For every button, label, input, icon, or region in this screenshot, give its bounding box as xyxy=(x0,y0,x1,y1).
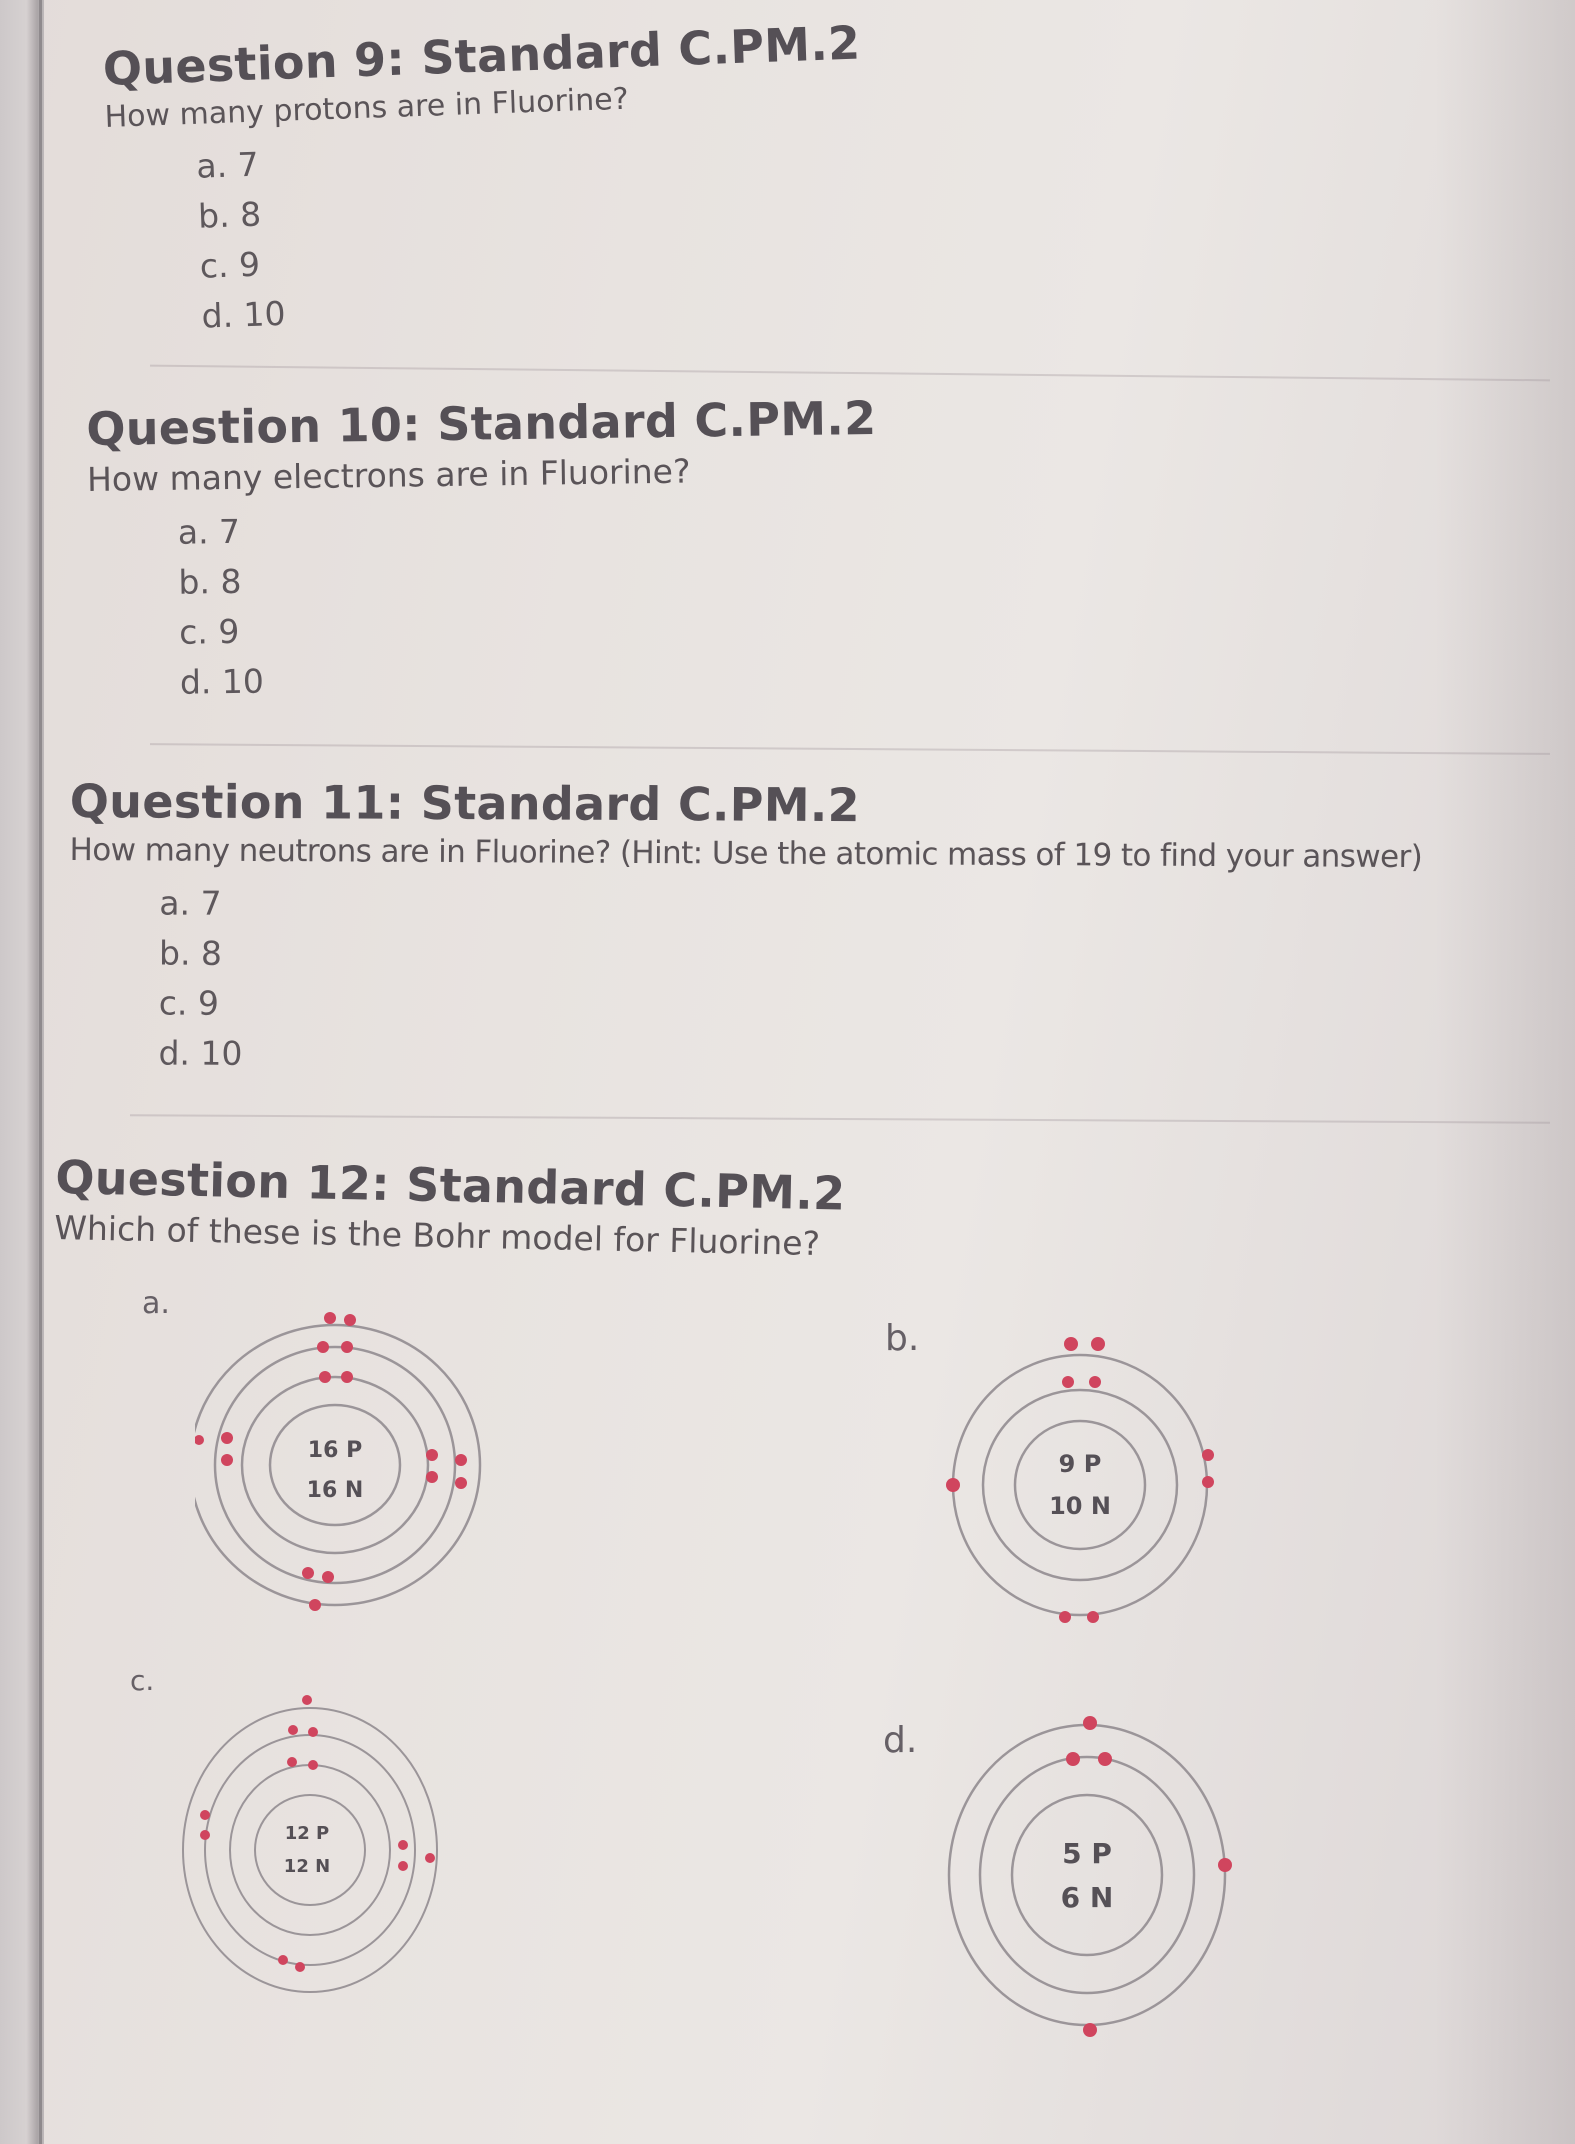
choice-a[interactable]: a. 7 xyxy=(195,144,260,186)
question-title: Question 11: Standard C.PM.2 xyxy=(69,774,861,833)
neutrons-label: 6 N xyxy=(1060,1881,1114,1914)
choice-c[interactable]: c. 9 xyxy=(158,983,220,1023)
option-b-label[interactable]: b. xyxy=(885,1318,920,1359)
question-10 xyxy=(86,391,880,709)
option-a-label[interactable]: a. xyxy=(142,1286,170,1321)
choice-c[interactable]: c. 9 xyxy=(199,244,261,286)
question-text: How many neutrons are in Fluorine? (Hint: Use the atomic mass of 19 to find your answer) xyxy=(69,831,1423,876)
choice-b[interactable]: b. 8 xyxy=(178,561,242,602)
option-c-label[interactable]: c. xyxy=(130,1664,155,1697)
question-9 xyxy=(102,16,870,345)
choice-a[interactable]: a. 7 xyxy=(177,511,241,552)
divider xyxy=(150,365,1550,382)
question-11 xyxy=(68,774,1422,1085)
question-text: How many electrons are in Fluorine? xyxy=(86,451,691,499)
question-12 xyxy=(54,1150,846,1264)
choice-d[interactable]: d. 10 xyxy=(200,293,287,336)
choice-c[interactable]: c. 9 xyxy=(178,611,240,652)
protons-label: 16 P xyxy=(307,1438,363,1463)
choice-a[interactable]: a. 7 xyxy=(159,883,222,923)
bohr-model-c[interactable] xyxy=(175,1690,455,2000)
electrons xyxy=(1066,1716,1232,2037)
page-edge xyxy=(0,0,44,2144)
neutrons-label: 16 N xyxy=(306,1478,364,1503)
choice-b[interactable]: b. 8 xyxy=(197,194,262,236)
neutrons-label: 10 N xyxy=(1049,1492,1111,1520)
shadow xyxy=(1435,0,1575,2144)
option-d-label[interactable]: d. xyxy=(883,1720,918,1761)
choice-d[interactable]: d. 10 xyxy=(158,1033,243,1073)
choice-d[interactable]: d. 10 xyxy=(179,661,265,702)
divider xyxy=(130,1114,1550,1123)
question-title: Question 9: Standard C.PM.2 xyxy=(102,15,862,96)
bohr-model-d[interactable] xyxy=(945,1715,1245,2045)
protons-label: 9 P xyxy=(1058,1450,1102,1478)
neutrons-label: 12 N xyxy=(283,1856,331,1877)
question-title: Question 10: Standard C.PM.2 xyxy=(86,390,877,456)
question-text: How many protons are in Fluorine? xyxy=(104,81,630,135)
protons-label: 12 P xyxy=(284,1823,330,1844)
divider xyxy=(150,743,1550,755)
bohr-model-a[interactable] xyxy=(195,1295,495,1615)
question-text: Which of these is the Bohr model for Fluorine? xyxy=(53,1207,821,1264)
question-title: Question 12: Standard C.PM.2 xyxy=(54,1150,846,1221)
bohr-model-b[interactable] xyxy=(935,1330,1225,1640)
choice-b[interactable]: b. 8 xyxy=(158,933,223,973)
protons-label: 5 P xyxy=(1062,1837,1112,1870)
